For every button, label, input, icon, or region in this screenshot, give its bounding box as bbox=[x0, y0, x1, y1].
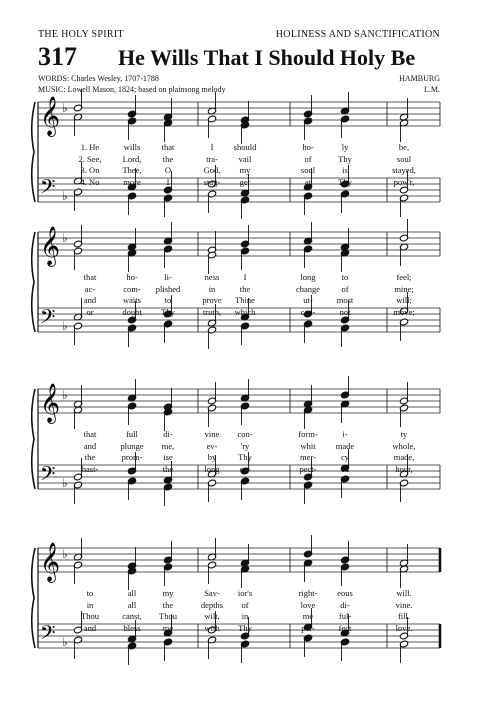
lyric-syllable: and bbox=[83, 440, 97, 451]
lyric-syllable: 'ry bbox=[240, 440, 250, 451]
lyric-syllable: 3. On bbox=[80, 165, 100, 175]
lyric-syllable: to bbox=[341, 272, 349, 282]
lyric-syllable: change bbox=[295, 283, 321, 294]
lyric-syllable: tra- bbox=[206, 153, 218, 164]
lyric-syllable: Thy bbox=[338, 153, 352, 164]
lyric-syllable: the bbox=[162, 153, 174, 164]
lyric-syllable: that bbox=[83, 429, 97, 439]
lyric-syllable: not bbox=[339, 306, 351, 317]
lyric-syllable: or bbox=[86, 306, 94, 317]
lyric-syllable: the bbox=[162, 599, 174, 610]
lyric-syllable: with bbox=[204, 622, 220, 633]
lyric-syllable: at bbox=[304, 176, 312, 187]
lyric-syllable: the bbox=[162, 463, 174, 474]
lyric-syllable: vail bbox=[238, 153, 252, 164]
lyric-syllable: Thine bbox=[235, 295, 255, 305]
lyric-syllable: stag- bbox=[203, 176, 221, 187]
flat-sign: ♭ bbox=[62, 476, 68, 490]
lyric-syllable: waits bbox=[123, 295, 141, 305]
lyric-syllable: pow'r, bbox=[393, 176, 415, 187]
lyric-syllable: in bbox=[86, 599, 94, 610]
lyric-syllable: prove bbox=[202, 295, 222, 305]
lyric-syllable: com- bbox=[123, 283, 141, 294]
flat-sign: ♭ bbox=[62, 388, 68, 402]
running-header-left: THE HOLY SPIRIT bbox=[38, 29, 124, 40]
lyric-syllable: my bbox=[162, 588, 174, 598]
lyric-syllable: ut- bbox=[303, 295, 313, 305]
flat-sign: ♭ bbox=[62, 319, 68, 333]
lyric-syllable: ty bbox=[400, 429, 408, 439]
lyric-syllable: should bbox=[233, 142, 257, 152]
lyric-syllable: I bbox=[166, 176, 170, 187]
bass-clef: 𝄢 bbox=[40, 621, 56, 649]
lyric-syllable: ho- bbox=[126, 272, 138, 282]
lyric-syllable: Thee, bbox=[122, 165, 142, 175]
treble-clef: 𝄞 bbox=[40, 383, 61, 423]
lyric-syllable: stayed, bbox=[392, 165, 416, 175]
lyric-syllable: per- bbox=[301, 622, 315, 633]
hymn-title: He Wills That I Should Holy Be bbox=[118, 45, 416, 70]
lyric-syllable: wills bbox=[123, 142, 141, 152]
lyric-syllable: eous bbox=[337, 588, 353, 598]
lyric-syllable: mine; bbox=[394, 283, 414, 294]
lyric-syllable: by bbox=[207, 452, 217, 462]
lyric-syllable: wilt, bbox=[204, 611, 220, 621]
lyric-syllable: the bbox=[84, 452, 96, 462]
lyric-syllable: that bbox=[161, 142, 175, 152]
lyric-syllable: all bbox=[127, 588, 137, 598]
lyric-syllable: truth, bbox=[202, 306, 222, 317]
words-credit: WORDS: Charles Wesley, 1707-1788 bbox=[38, 74, 159, 83]
running-header-right: HOLINESS AND SANCTIFICATION bbox=[275, 29, 440, 40]
lyric-syllable: Thy bbox=[161, 306, 175, 317]
lyric-syllable: 4. No bbox=[80, 176, 100, 187]
lyric-syllable: hour, bbox=[395, 463, 413, 474]
lyric-syllable: love bbox=[300, 599, 316, 610]
lyric-syllable: ex- bbox=[239, 463, 251, 474]
lyric-syllable: will; bbox=[396, 295, 412, 305]
lyric-syllable: whit bbox=[300, 440, 316, 451]
bass-clef: 𝄢 bbox=[40, 305, 56, 333]
lyric-syllable: feel; bbox=[396, 272, 412, 282]
lyric-syllable: depths bbox=[200, 599, 224, 610]
lyric-syllable: will. bbox=[396, 588, 412, 598]
lyric-syllable: made bbox=[335, 440, 355, 451]
hymn-number: 317 bbox=[38, 42, 77, 71]
lyric-syllable: Thy bbox=[238, 452, 252, 462]
lyric-syllable: di- bbox=[340, 599, 350, 610]
lyric-syllable: ev- bbox=[206, 440, 218, 451]
lyric-syllable: is bbox=[342, 165, 348, 175]
lyric-syllable: plunge bbox=[120, 440, 144, 451]
lyric-syllable: fill. bbox=[397, 611, 411, 621]
lyric-syllable: right- bbox=[298, 588, 318, 598]
lyric-syllable: all bbox=[127, 599, 137, 610]
lyric-syllable: of bbox=[304, 153, 312, 164]
lyric-syllable: love. bbox=[395, 622, 413, 633]
music-credit: MUSIC: Lowell Mason, 1824; based on plainsong melody bbox=[38, 85, 226, 94]
lyric-syllable: ise bbox=[163, 452, 173, 462]
lyric-syllable: move; bbox=[393, 306, 415, 317]
lyric-syllable: mer- bbox=[300, 452, 316, 462]
lyric-syllable: full bbox=[126, 429, 138, 439]
lyric-syllable: cy bbox=[340, 452, 350, 462]
lyric-syllable: Lord, bbox=[122, 153, 142, 164]
lyric-syllable: ac- bbox=[84, 283, 96, 294]
lyric-syllable: I bbox=[210, 142, 214, 152]
brace bbox=[32, 548, 35, 648]
lyric-syllable: be, bbox=[398, 142, 410, 152]
lyric-syllable: bless bbox=[123, 622, 141, 633]
meter: L.M. bbox=[424, 85, 440, 94]
lyric-syllable: Sav- bbox=[204, 588, 220, 598]
lyric-syllable: di- bbox=[163, 429, 173, 439]
lyric-syllable: Thou bbox=[159, 611, 177, 621]
lyric-syllable: vine. bbox=[395, 599, 413, 610]
lyric-syllable: can- bbox=[300, 306, 316, 317]
lyric-syllable: ior's bbox=[237, 588, 253, 598]
lyric-syllable: 2. See, bbox=[78, 153, 102, 164]
lyric-syllable: to bbox=[86, 588, 94, 598]
lyric-syllable: I bbox=[243, 272, 247, 282]
lyric-syllable: pect- bbox=[299, 463, 317, 474]
lyric-syllable: fect bbox=[338, 622, 352, 633]
lyric-syllable: ed bbox=[340, 463, 350, 474]
lyric-syllable: canst, bbox=[122, 611, 142, 621]
flat-sign: ♭ bbox=[62, 547, 68, 561]
lyric-syllable: Thou bbox=[81, 611, 99, 621]
lyric-syllable: doubt bbox=[122, 306, 142, 317]
lyric-syllable: made, bbox=[393, 452, 415, 462]
lyric-syllable: God, bbox=[203, 165, 221, 175]
lyric-syllable: in bbox=[241, 611, 249, 621]
lyric-syllable: ho- bbox=[302, 142, 314, 152]
lyric-syllable: of bbox=[341, 283, 349, 294]
lyric-syllable: of bbox=[241, 599, 249, 610]
flat-sign: ♭ bbox=[62, 231, 68, 245]
treble-clef: 𝄞 bbox=[40, 226, 61, 266]
lyric-syllable: con- bbox=[237, 429, 253, 439]
lyric-syllable: and bbox=[83, 622, 97, 633]
lyric-syllable: and bbox=[83, 295, 97, 305]
brace bbox=[32, 232, 35, 332]
bass-clef: 𝄢 bbox=[40, 462, 56, 490]
flat-sign: ♭ bbox=[62, 635, 68, 649]
lyric-syllable: me bbox=[162, 622, 174, 633]
lyric-syllable: the bbox=[239, 283, 251, 294]
lyric-syllable: ful- bbox=[338, 611, 352, 621]
lyric-syllable: Thy bbox=[238, 622, 252, 633]
lyric-syllable: ness bbox=[204, 272, 220, 282]
lyric-syllable: more bbox=[123, 176, 141, 187]
lyric-syllable: long bbox=[300, 272, 316, 282]
lyric-syllable: soul bbox=[396, 153, 412, 164]
lyric-syllable: vine bbox=[204, 429, 220, 439]
bass-clef: 𝄢 bbox=[40, 175, 56, 203]
lyric-syllable: in bbox=[208, 283, 216, 294]
lyric-syllable: long bbox=[204, 463, 220, 474]
treble-clef: 𝄞 bbox=[40, 96, 61, 136]
brace bbox=[32, 389, 35, 489]
lyric-syllable: 1. He bbox=[80, 142, 100, 152]
tune-name: HAMBURG bbox=[399, 74, 440, 83]
lyric-syllable: to bbox=[164, 295, 172, 305]
lyric-syllable: whole, bbox=[392, 440, 416, 451]
lyric-syllable: most bbox=[336, 295, 354, 305]
lyric-syllable: hast- bbox=[81, 463, 99, 474]
lyric-syllable: li- bbox=[164, 272, 172, 282]
lyric-syllable: form- bbox=[298, 429, 318, 439]
lyric-syllable: ly bbox=[341, 142, 349, 152]
lyric-syllable: which bbox=[234, 306, 256, 317]
lyric-syllable: prom- bbox=[121, 452, 143, 462]
flat-sign: ♭ bbox=[62, 189, 68, 203]
lyric-syllable: me, bbox=[161, 440, 175, 451]
lyric-syllable: i- bbox=[342, 429, 348, 439]
lyric-syllable: Thy bbox=[338, 176, 352, 187]
flat-sign: ♭ bbox=[62, 101, 68, 115]
lyric-syllable: plished bbox=[155, 283, 181, 294]
lyric-syllable: en bbox=[127, 463, 137, 474]
lyric-syllable: my bbox=[239, 165, 251, 175]
lyric-syllable: O bbox=[164, 165, 172, 175]
brace bbox=[32, 102, 35, 202]
lyric-syllable: soul bbox=[300, 165, 316, 175]
lyric-syllable: ger bbox=[239, 176, 251, 187]
lyric-syllable: that bbox=[83, 272, 97, 282]
lyric-syllable: me bbox=[302, 611, 314, 621]
treble-clef: 𝄞 bbox=[40, 542, 61, 582]
